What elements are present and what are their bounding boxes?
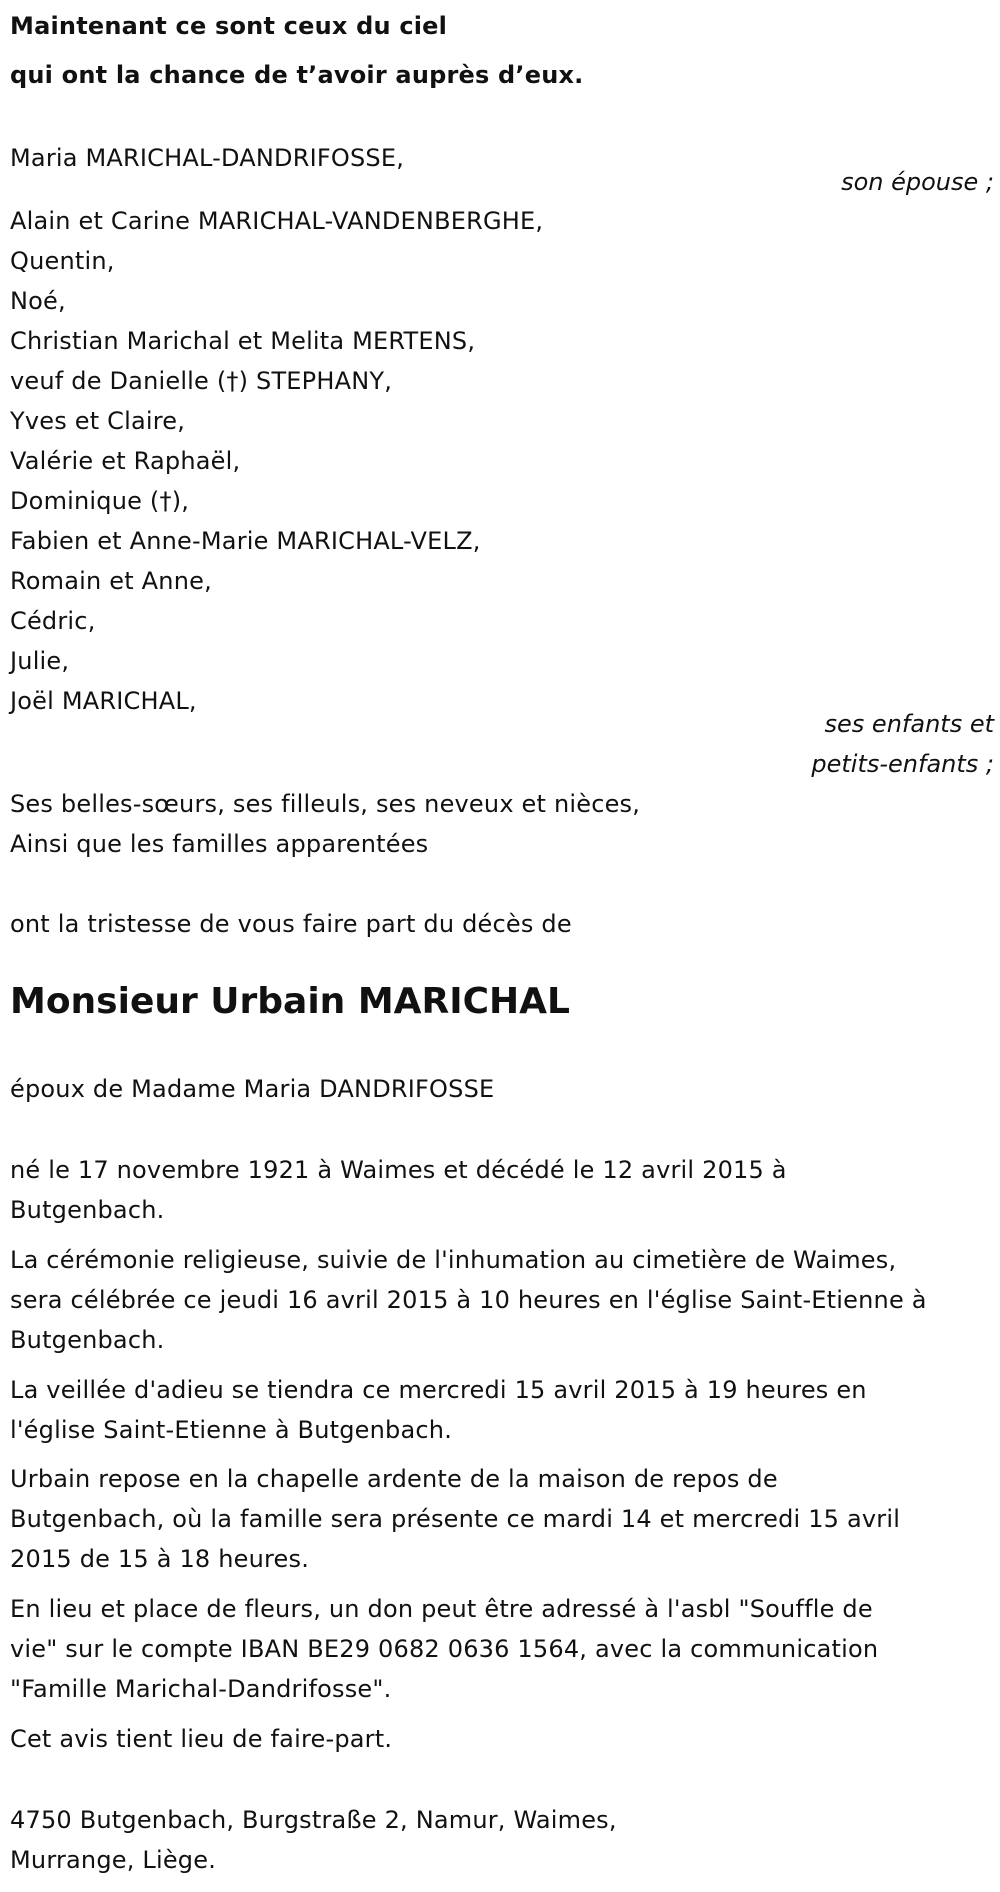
address-line-2: Murrange, Liège. — [10, 1846, 217, 1874]
list-item: Quentin, — [10, 247, 115, 275]
children-role-line-2: petits-enfants ; — [811, 750, 994, 778]
children-role-line-1: ses enfants et — [824, 710, 994, 738]
notice-text: Cet avis tient lieu de faire-part. — [10, 1725, 393, 1753]
chapel-line-1: Urbain repose en la chapelle ardente de la maison de repos de — [10, 1465, 778, 1493]
list-item: Alain et Carine MARICHAL-VANDENBERGHE, — [10, 207, 544, 235]
intro-line-1: Maintenant ce sont ceux du ciel — [10, 12, 448, 40]
ceremony-line-3: Butgenbach. — [10, 1326, 165, 1354]
list-item: Christian Marichal et Melita MERTENS, — [10, 327, 476, 355]
list-item: veuf de Danielle (†) STEPHANY, — [10, 367, 393, 395]
donation-line-1: En lieu et place de fleurs, un don peut être adressé à l'asbl "Souffle de — [10, 1595, 873, 1623]
list-item: Noé, — [10, 287, 66, 315]
list-item: Romain et Anne, — [10, 567, 212, 595]
chapel-line-3: 2015 de 15 à 18 heures. — [10, 1545, 310, 1573]
donation-line-3: "Famille Marichal-Dandrifosse". — [10, 1675, 392, 1703]
ceremony-line-2: sera célébrée ce jeudi 16 avril 2015 à 10 heures en l'église Saint-Etienne à — [10, 1286, 927, 1314]
extended-family-line-2: Ainsi que les familles apparentées — [10, 830, 429, 858]
deceased-name: Monsieur Urbain MARICHAL — [10, 981, 570, 1022]
ceremony-line-1: La cérémonie religieuse, suivie de l'inhumation au cimetière de Waimes, — [10, 1246, 897, 1274]
donation-line-2: vie" sur le compte IBAN BE29 0682 0636 1564, avec la communication — [10, 1635, 879, 1663]
list-item: Valérie et Raphaël, — [10, 447, 241, 475]
list-item: Joël MARICHAL, — [10, 687, 197, 715]
list-item: Dominique (†), — [10, 487, 190, 515]
intro-line-2: qui ont la chance de t’avoir auprès d’eux. — [10, 61, 584, 89]
list-item: Cédric, — [10, 607, 96, 635]
list-item: Fabien et Anne-Marie MARICHAL-VELZ, — [10, 527, 481, 555]
extended-family-line-1: Ses belles-sœurs, ses filleuls, ses neveux et nièces, — [10, 790, 641, 818]
birth-death-line-1: né le 17 novembre 1921 à Waimes et décédé le 12 avril 2015 à — [10, 1156, 787, 1184]
address-line-1: 4750 Butgenbach, Burgstraße 2, Namur, Waimes, — [10, 1806, 617, 1834]
announcement-text: ont la tristesse de vous faire part du décès de — [10, 910, 572, 938]
list-item: Julie, — [10, 647, 70, 675]
spouse-name: Maria MARICHAL-DANDRIFOSSE, — [10, 144, 405, 172]
birth-death-line-2: Butgenbach. — [10, 1196, 165, 1224]
vigil-line-1: La veillée d'adieu se tiendra ce mercredi 15 avril 2015 à 19 heures en — [10, 1376, 867, 1404]
chapel-line-2: Butgenbach, où la famille sera présente ce mardi 14 et mercredi 15 avril — [10, 1505, 901, 1533]
vigil-line-2: l'église Saint-Etienne à Butgenbach. — [10, 1416, 453, 1444]
spouse-role: son épouse ; — [841, 168, 994, 196]
deceased-spouse-line: époux de Madame Maria DANDRIFOSSE — [10, 1075, 495, 1103]
list-item: Yves et Claire, — [10, 407, 186, 435]
